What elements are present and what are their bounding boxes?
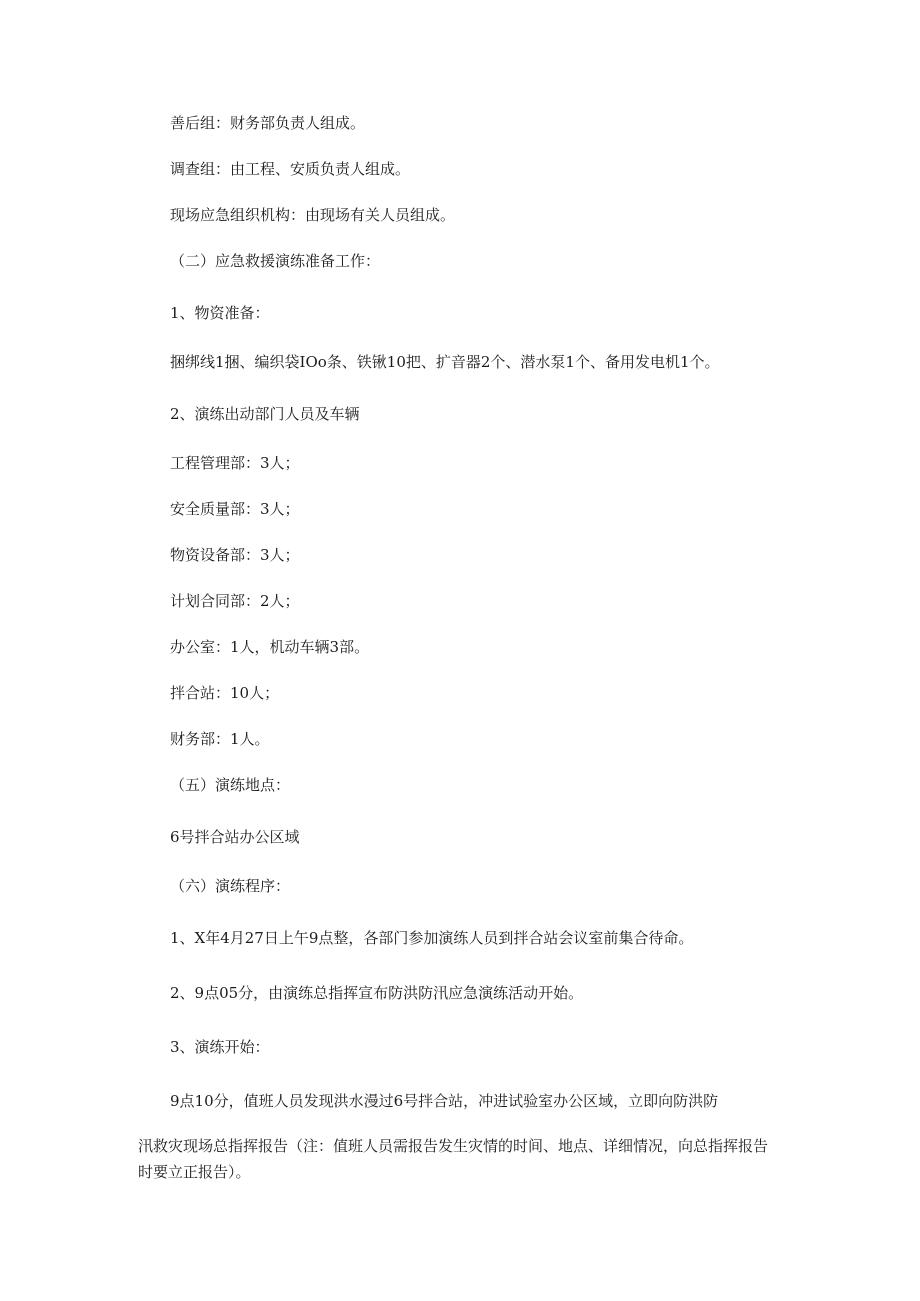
paragraph: 调查组：由工程、安质负责人组成。	[170, 160, 411, 178]
paragraph: 汛救灾现场总指挥报告（注：值班人员需报告发生灾情的时间、地点、详细情况，向总指挥报告	[138, 1137, 769, 1155]
list-item: 计划合同部：2人；	[170, 592, 300, 610]
paragraph: 善后组：财务部负责人组成。	[170, 114, 366, 132]
list-item: 安全质量部：3人；	[170, 500, 300, 518]
paragraph: 2、9点05分，由演练总指挥宣布防洪防汛应急演练活动开始。	[170, 984, 584, 1002]
paragraph: 时要立正报告）。	[138, 1163, 251, 1181]
list-item: 工程管理部：3人；	[170, 454, 300, 472]
paragraph: 现场应急组织机构：由现场有关人员组成。	[170, 206, 456, 224]
section-heading: （二）应急救援演练准备工作：	[170, 252, 381, 270]
paragraph: 9点10分，值班人员发现洪水漫过6号拌合站，冲进试验室办公区域，立即向防洪防	[170, 1092, 719, 1110]
list-item: 物资设备部：3人；	[170, 546, 300, 564]
list-item: 财务部：1人。	[170, 730, 270, 748]
paragraph: 6号拌合站办公区域	[170, 828, 300, 846]
list-item: 拌合站：10人；	[170, 684, 280, 702]
paragraph: 捆绑线1捆、编织袋IOo条、铁锹10把、扩音器2个、潜水泵1个、备用发电机1个。	[170, 353, 720, 371]
paragraph: 1、X年4月27日上午9点整，各部门参加演练人员到拌合站会议室前集合待命。	[170, 929, 694, 947]
subheading: 3、演练开始：	[170, 1038, 270, 1056]
list-item: 办公室：1人，机动车辆3部。	[170, 638, 370, 656]
subheading: 2、演练出动部门人员及车辆	[170, 405, 360, 423]
subheading: 1、物资准备：	[170, 304, 270, 322]
section-heading: （五）演练地点：	[170, 776, 291, 794]
section-heading: （六）演练程序：	[170, 877, 291, 895]
